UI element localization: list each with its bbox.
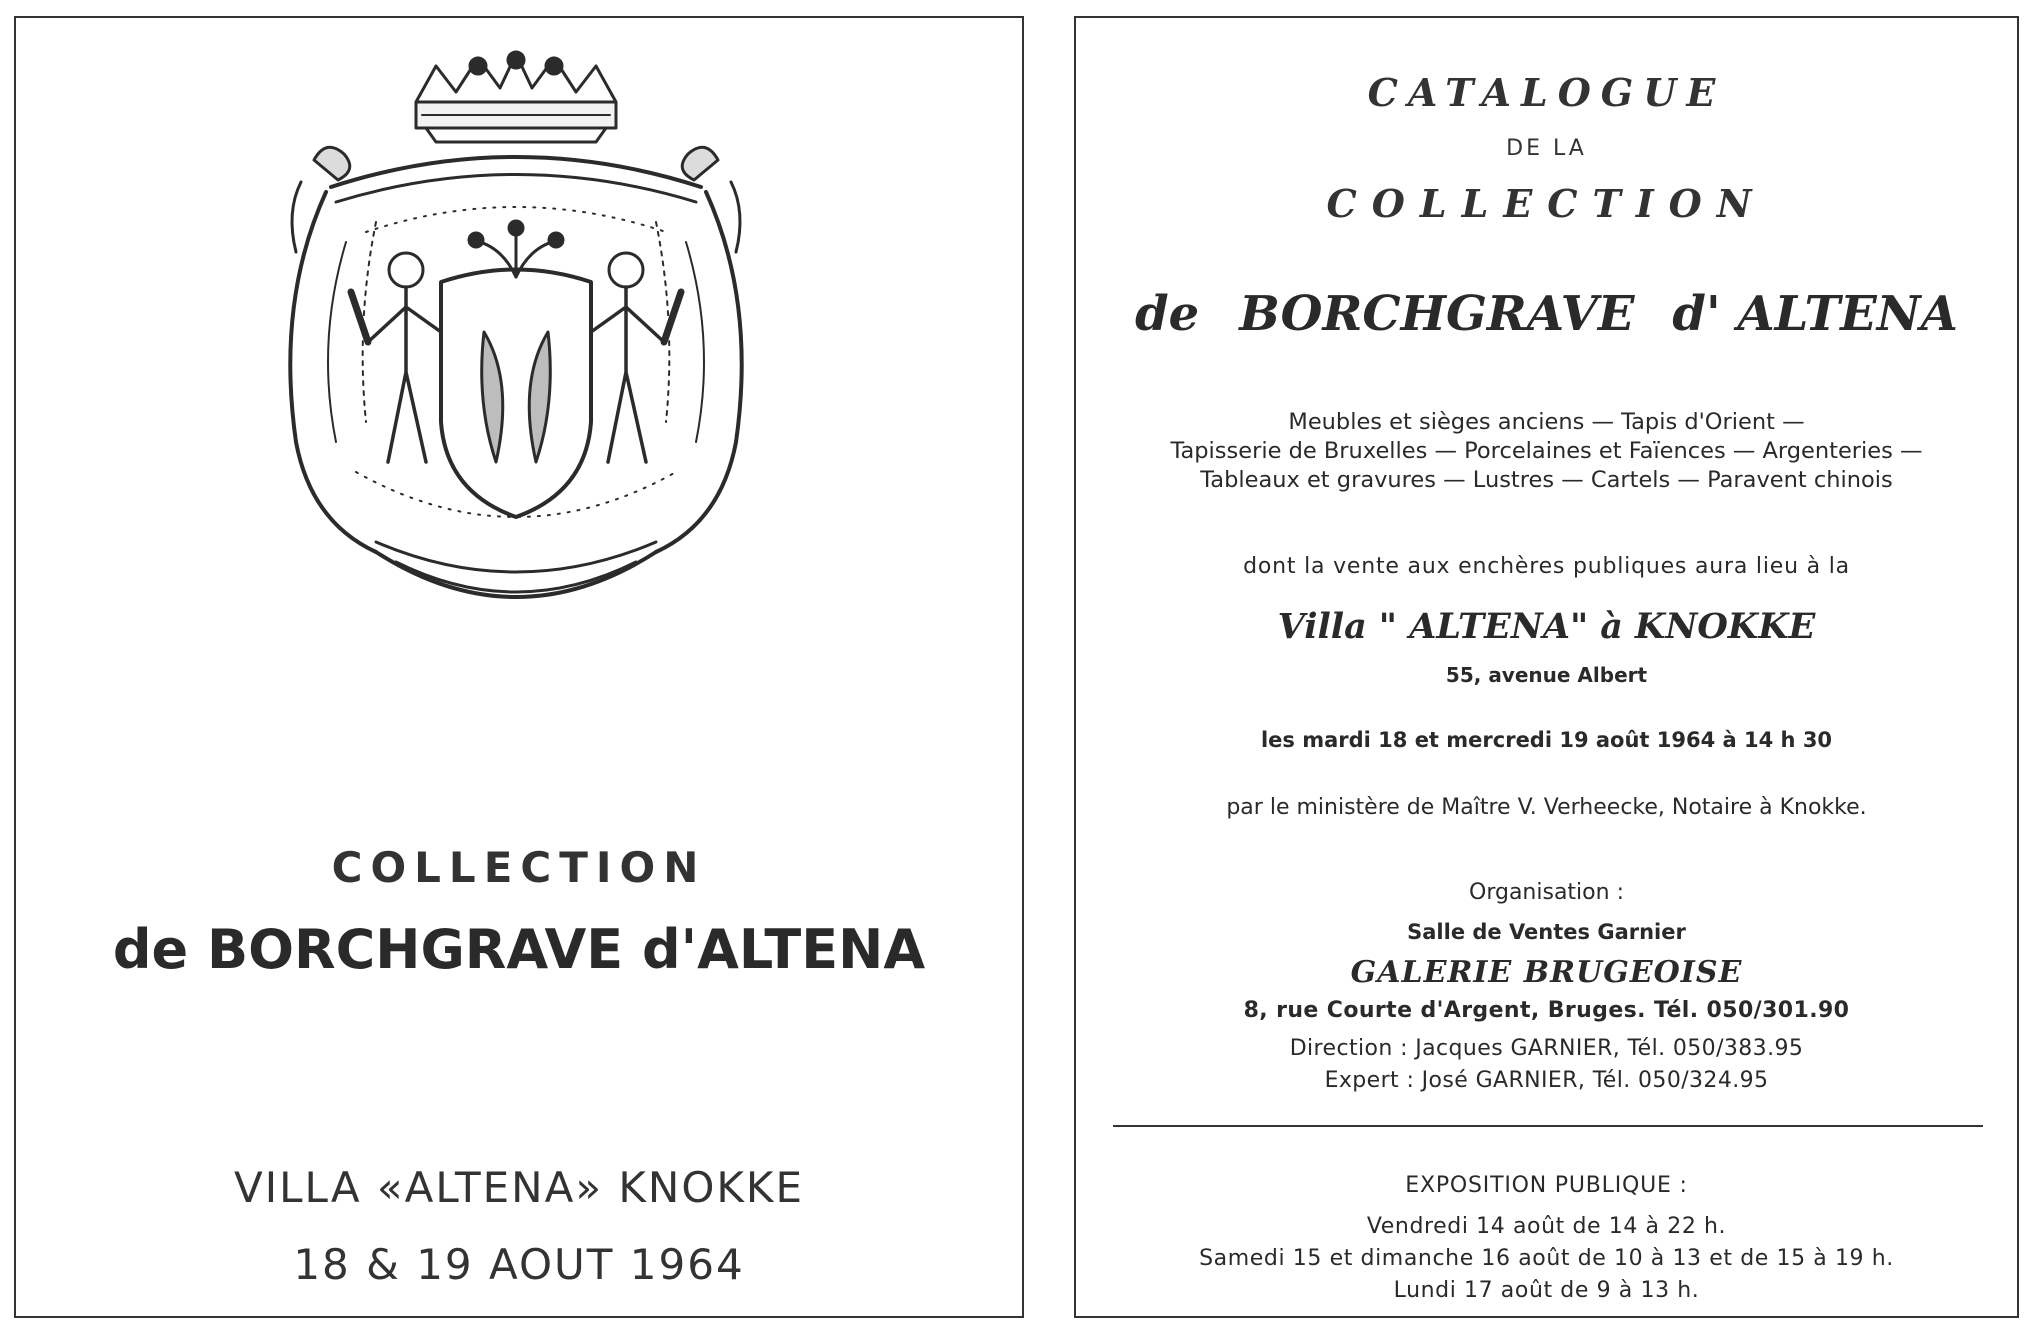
expert-line: Expert : José GARNIER, Tél. 050/324.95	[1324, 1068, 1769, 1093]
villa-word: Villa	[1277, 606, 1367, 647]
sale-dates: les mardi 18 et mercredi 19 août 1964 à 14 h 30	[1260, 728, 1833, 752]
cover-date-line: 18 & 19 AOUT 1964	[293, 1240, 745, 1289]
notary-line: par le ministère de Maître V. Verheecke, Notaire à Knokke.	[1226, 795, 1867, 820]
title-page	[1074, 16, 2019, 1318]
cover-page	[14, 16, 1024, 1318]
villa-name: " ALTENA"	[1378, 606, 1589, 647]
coat-of-arms-icon	[256, 42, 776, 662]
items-list	[1076, 408, 2017, 495]
cover-villa-line: VILLA «ALTENA» KNOKKE	[233, 1163, 805, 1212]
cover-owner-name	[16, 918, 1022, 981]
galerie-heading: GALERIE BRUGEOISE	[1350, 955, 1743, 990]
cover-owner-surname: BORCHGRAVE d'ALTENA	[206, 918, 926, 981]
villa-heading	[1076, 606, 2017, 647]
villa-town: KNOKKE	[1634, 606, 1816, 647]
salle-line: Salle de Ventes Garnier	[1407, 920, 1686, 944]
owner-name	[1076, 286, 2017, 342]
exposition-line: Samedi 15 et dimanche 16 août de 10 à 13 et de 15 à 19 h.	[1199, 1246, 1894, 1271]
direction-line: Direction : Jacques GARNIER, Tél. 050/383.95	[1289, 1036, 1804, 1061]
de-la-line: DE LA	[1506, 136, 1587, 161]
items-line: Tableaux et gravures — Lustres — Cartels — Paravent chinois	[1200, 467, 1893, 493]
villa-a: à	[1600, 606, 1623, 647]
owner-borchgrave: BORCHGRAVE	[1239, 286, 1635, 342]
galerie-address: 8, rue Courte d'Argent, Bruges. Tél. 050/301.90	[1243, 998, 1850, 1023]
owner-altena: d' ALTENA	[1672, 286, 1958, 342]
cover-owner-de: de	[112, 918, 189, 981]
villa-address: 55, avenue Albert	[1445, 663, 1648, 687]
catalogue-heading: CATALOGUE	[1367, 70, 1726, 115]
exposition-line: Lundi 17 août de 9 à 13 h.	[1393, 1278, 1700, 1303]
organisation-label: Organisation :	[1469, 880, 1624, 905]
sale-intro: dont la vente aux enchères publiques aura lieu à la	[1243, 554, 1850, 579]
owner-de: de	[1135, 286, 1200, 342]
cover-collection-heading: COLLECTION	[331, 843, 707, 892]
items-line: Tapisserie de Bruxelles — Porcelaines et Faïences — Argenteries —	[1170, 438, 1923, 464]
collection-heading: COLLECTION	[1326, 181, 1767, 226]
exposition-label: EXPOSITION PUBLIQUE :	[1405, 1173, 1688, 1198]
divider	[1113, 1125, 1983, 1127]
exposition-line: Vendredi 14 août de 14 à 22 h.	[1366, 1214, 1727, 1239]
items-line: Meubles et sièges anciens — Tapis d'Orient —	[1288, 409, 1805, 435]
